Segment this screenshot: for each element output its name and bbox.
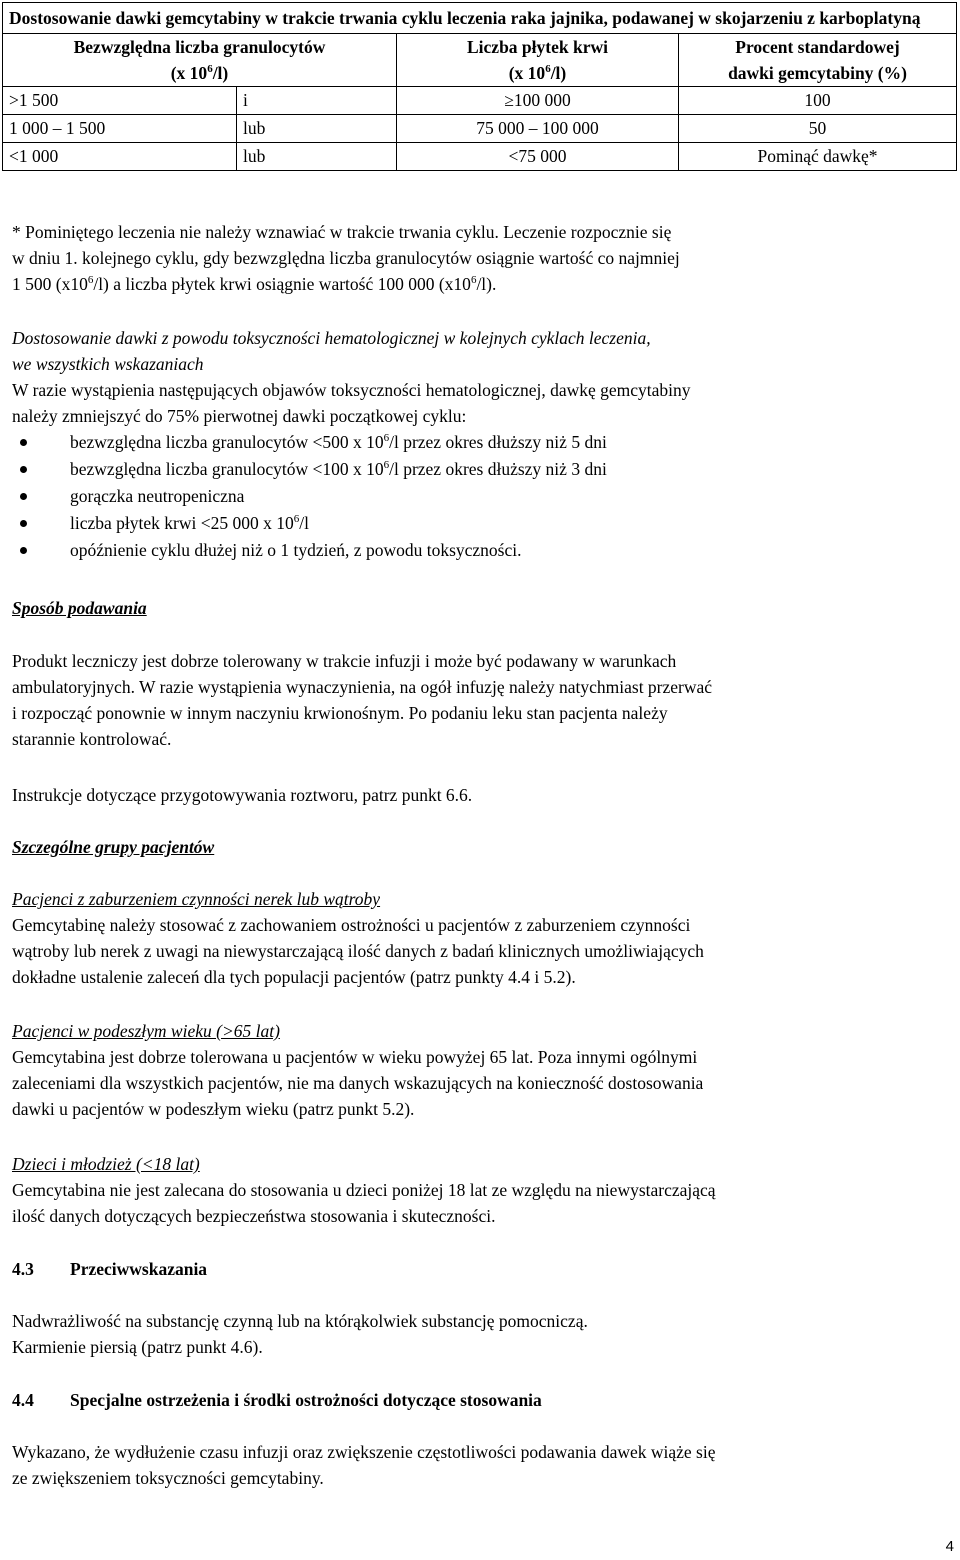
cell-platelets: 75 000 – 100 000 — [397, 115, 679, 143]
list-item: opóźnienie cyklu dłużej niż o 1 tydzień, z powodu toksyczności. — [12, 537, 948, 564]
table-row — [3, 143, 957, 171]
administration-paragraph: Produkt leczniczy jest dobrze tolerowany w trakcie infuzji i może być podawany w warunkach ambulatoryjnych. W razie wystąpienia wynaczynienia, na ogół infuzję należy natychmiast przerwać i rozpocząć ponownie w innym naczyniu krwionośnym. Po podaniu leku stan pacjenta należy starannie kontrolować. — [12, 651, 713, 749]
bullet-icon — [20, 493, 27, 500]
cell-platelets: <75 000 — [397, 143, 679, 171]
list-item: liczba płytek krwi <25 000 x $10^6/l$ — [12, 510, 948, 537]
dose-adjustment-table — [2, 2, 957, 171]
cell-granulocytes: <1 000 — [3, 143, 237, 171]
toxicity-criteria-list — [12, 429, 948, 564]
cell-conjunction: i — [237, 87, 397, 115]
cell-percent: 50 — [679, 115, 957, 143]
bullet-icon — [20, 547, 27, 554]
hematologic-toxicity-section: Dostosowanie dawki z powodu toksyczności hematologicznej w kolejnych cyklach leczenia, we wszystkich wskazaniach W razie wystąpienia następujących objawów toksyczności hematologicznej, dawkę gemcytabiny należy zmniejszyć do 75% pierwotnej dawki początkowej cyklu: bezwzględna liczba granulocytów <500 x $10^6/l$ przez okres dłuższy niż 5 dni bezwzględna liczba granulocytów <100 x $10^6/l$ przez okres dłuższy niż 3 dni gorączka neutropeniczna liczba płytek krwi <25 000 x $10^6/l$ opóźnienie cyklu dłużej niż o 1 tydzień, z powodu toksyczności. — [12, 325, 948, 564]
page-number: 4 — [945, 1538, 954, 1555]
children-section: Dzieci i młodzież (<18 lat) Gemcytabina nie jest zalecana do stosowania u dzieci poniżej 18 lat ze względu na niewystarczającą ilość danych dotyczących bezpieczeństwa stosowania i skuteczności. — [12, 1151, 948, 1229]
warnings-text: Wykazano, że wydłużenie czasu infuzji oraz zwiększenie częstotliwości podawania dawek wiąże się ze zwiększeniem toksyczności gemcytabiny. — [12, 1442, 716, 1488]
cell-percent: 100 — [679, 87, 957, 115]
cell-conjunction: lub — [237, 143, 397, 171]
cell-percent: Pominąć dawkę* — [679, 143, 957, 171]
section-title: Przeciwwskazania — [70, 1259, 208, 1279]
table-row — [3, 115, 957, 143]
administration-heading: Sposób podawania — [12, 598, 147, 618]
warnings-heading — [12, 1387, 542, 1413]
cell-granulocytes: >1 500 — [3, 87, 237, 115]
table-footnote: * Pominiętego leczenia nie należy wznawiać w trakcie trwania cyklu. Leczenie rozpocznie się w dniu 1. kolejnego cyklu, gdy bezwzględna liczba granulocytów osiągnie wartość co najmniej 1 500 $(x10^6/l)$ a liczba płytek krwi osiągnie wartość 100 000 $(x10^6/l)$. — [12, 222, 680, 294]
list-item: bezwzględna liczba granulocytów <100 x $10^6/l$ przez okres dłuższy niż 3 dni — [12, 456, 948, 483]
preparation-note: Instrukcje dotyczące przygotowywania roztworu, patrz punkt 6.6. — [12, 785, 473, 805]
bullet-icon — [20, 466, 27, 473]
cell-granulocytes: 1 000 – 1 500 — [3, 115, 237, 143]
renal-hepatic-section: Pacjenci z zaburzeniem czynności nerek lub wątroby Gemcytabinę należy stosować z zachowaniem ostrożności u pacjentów z zaburzeniem czynności wątroby lub nerek z uwagi na niewystarczającą ilość danych z badań klinicznych umożliwiających dokładne ustalenie zaleceń dla tych populacji pacjentów (patrz punkty 4.4 i 5.2). — [12, 886, 948, 990]
list-item: bezwzględna liczba granulocytów <500 x $10^6/l$ przez okres dłuższy niż 5 dni — [12, 429, 948, 456]
header-dose-percent: Procent standardowej dawki gemcytabiny (%) — [679, 34, 957, 87]
subsection-title: Dzieci i młodzież (<18 lat) — [12, 1154, 200, 1174]
bullet-icon — [20, 520, 27, 527]
cell-platelets: ≥100 000 — [397, 87, 679, 115]
list-item: gorączka neutropeniczna — [12, 483, 948, 510]
contraindications-heading — [12, 1256, 207, 1282]
header-granulocytes: Bezwzględna liczba granulocytów (x $10^6/l$) — [3, 34, 397, 87]
section-title: Dostosowanie dawki z powodu toksyczności hematologicznej w kolejnych cyklach leczenia, — [12, 328, 651, 348]
table-caption: Dostosowanie dawki gemcytabiny w trakcie trwania cyklu leczenia raka jajnika, podawanej w skojarzeniu z karboplatyną — [3, 3, 957, 34]
contraindications-text: Nadwrażliwość na substancję czynną lub na którąkolwiek substancję pomocniczą. Karmienie piersią (patrz punkt 4.6). — [12, 1311, 588, 1357]
header-platelets: Liczba płytek krwi (x $10^6/l$) — [397, 34, 679, 87]
bullet-icon — [20, 439, 27, 446]
section-number: 4.3 — [12, 1259, 34, 1279]
section-title: Specjalne ostrzeżenia i środki ostrożności dotyczące stosowania — [70, 1390, 542, 1410]
section-number: 4.4 — [12, 1390, 34, 1410]
subsection-title: Pacjenci w podeszłym wieku (>65 lat) — [12, 1021, 280, 1041]
subsection-title: Pacjenci z zaburzeniem czynności nerek lub wątroby — [12, 889, 381, 909]
special-groups-heading: Szczególne grupy pacjentów — [12, 837, 215, 857]
table-row — [3, 87, 957, 115]
cell-conjunction: lub — [237, 115, 397, 143]
elderly-section: Pacjenci w podeszłym wieku (>65 lat) Gemcytabina jest dobrze tolerowana u pacjentów w wieku powyżej 65 lat. Poza innymi ogólnymi zaleceniami dla wszystkich pacjentów, nie ma danych wskazujących na konieczność dostosowania dawki u pacjentów w podeszłym wieku (patrz punkt 5.2). — [12, 1018, 948, 1122]
table-header-row — [3, 34, 957, 87]
